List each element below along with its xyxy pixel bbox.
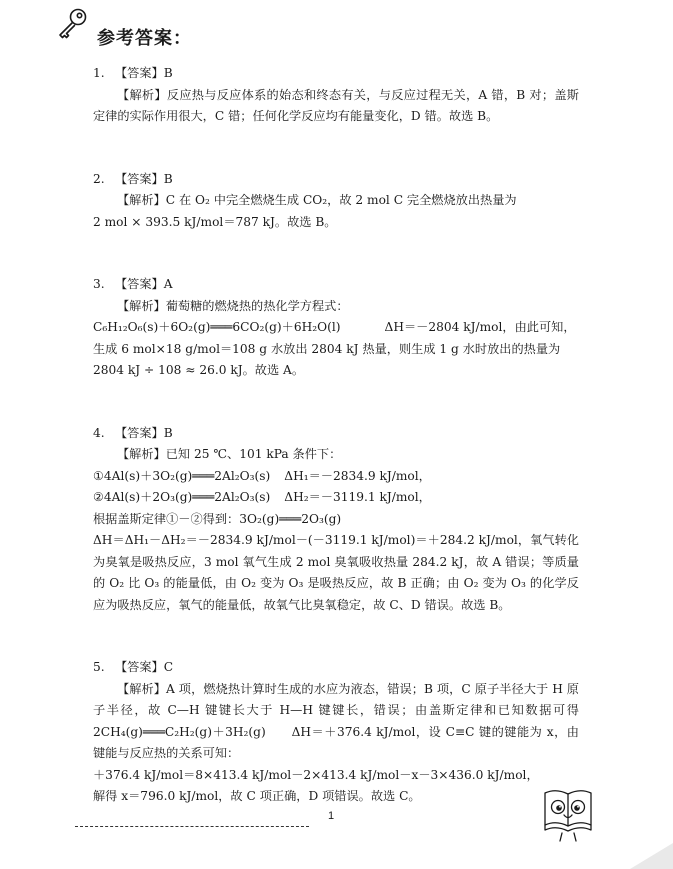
question-2 [93,169,579,234]
analysis-line: 【解析】已知 25 ℃、101 kPa 条件下： [117,447,342,461]
analysis-line: ＋376.4 kJ/mol＝8×413.4 kJ/mol－2×413.4 kJ/mol－x－3×436.0 kJ/mol， [93,767,539,782]
analysis-line: 根据盖斯定律①－②得到：3O₂(g)═══2O₃(g) [93,511,342,526]
question-number: 2. [93,171,105,186]
question-number: 1. [93,66,105,80]
footer-divider [75,826,309,827]
equation: C₆H₁₂O₆(s)＋6O₂(g)═══6CO₂(g)＋6H₂O(l) [93,320,341,334]
analysis-line: 2 mol × 393.5 kJ/mol＝787 kJ。故选 B。 [93,214,337,229]
answer-list [93,63,579,808]
answer-label: 【答案】A [115,277,173,291]
equation-1: ①4Al(s)＋3O₂(g)═══2Al₂O₃(s) [93,468,271,483]
question-5 [93,657,579,808]
answer-label: 【答案】B [115,171,173,186]
analysis-line: 生成 6 mol×18 g/mol＝108 g 水放出 2804 kJ 热量，则生成 1 g 水时放出的热量为 [93,341,561,356]
answer-label: 【答案】B [115,425,173,440]
analysis-text: 【解析】反应热与反应体系的始态和终态有关，与反应过程无关，A 错，B 对；盖斯定律的实际作用很大，C 错；任何化学反应均有能量变化，D 错。故选 B。 [93,87,579,123]
analysis-line: 2804 kJ ÷ 108 ≈ 26.0 kJ。故选 A。 [93,363,305,377]
answer-label: 【答案】B [115,66,173,80]
analysis-line: 【解析】葡萄糖的燃烧热的热化学方程式： [117,298,349,313]
question-1 [93,63,579,128]
page-number: 1 [328,810,335,822]
analysis-text: 【解析】A 项，燃烧热计算时生成的水应为液态，错误；B 项，C 原子半径大于 H 原子半径，故 C—H 键键长大于 H—H 键键长，错误；由盖斯定律和已知数据可得 2CH₄(g)═══C₂H₂(g)＋3H₂(g) ΔH＝＋376.4 kJ/mol，设 C≡C 键的键能为 x，由键能与反应热的关系可知： [93,681,579,760]
question-4 [93,423,579,617]
enthalpy-1: ΔH₁＝－2834.9 kJ/mol， [284,468,431,483]
page-title: 参考答案： [97,28,192,49]
book-mascot-icon [541,783,595,851]
page-corner [630,843,673,869]
question-number: 4. [93,425,105,440]
question-3 [93,274,579,382]
answer-label: 【答案】C [115,660,174,674]
enthalpy-2: ΔH₂＝－3119.1 kJ/mol， [284,490,431,504]
analysis-line: 解得 x＝796.0 kJ/mol，故 C 项正确，D 项错误。故选 C。 [93,789,421,803]
question-number: 5. [93,660,105,674]
question-number: 3. [93,277,105,291]
analysis-text: ΔH＝ΔH₁－ΔH₂＝－2834.9 kJ/mol－(－3119.1 kJ/mol)＝＋284.2 kJ/mol，氧气转化为臭氧是吸热反应，3 mol 氧气生成 2 mol 臭氧吸收热量 284.2 kJ，故 A 错误；等质量的 O₂ 比 O₃ 的能量低，由 O₂ 变为 O₃ 是吸热反应，故 B 正确；由 O₂ 变为 O₃ 的化学反应为吸热反应，氧气的能量低，故氧气比臭氧稳定，故 C、D 错误。故选 B。 [93,533,579,612]
key-icon [55,6,91,42]
equation-2: ②4Al(s)＋2O₃(g)═══2Al₂O₃(s) [93,490,271,504]
enthalpy: ΔH＝－2804 kJ/mol，由此可知， [384,320,576,334]
analysis-line: 【解析】C 在 O₂ 中完全燃烧生成 CO₂，故 2 mol C 完全燃烧放出热量为 [117,193,517,207]
